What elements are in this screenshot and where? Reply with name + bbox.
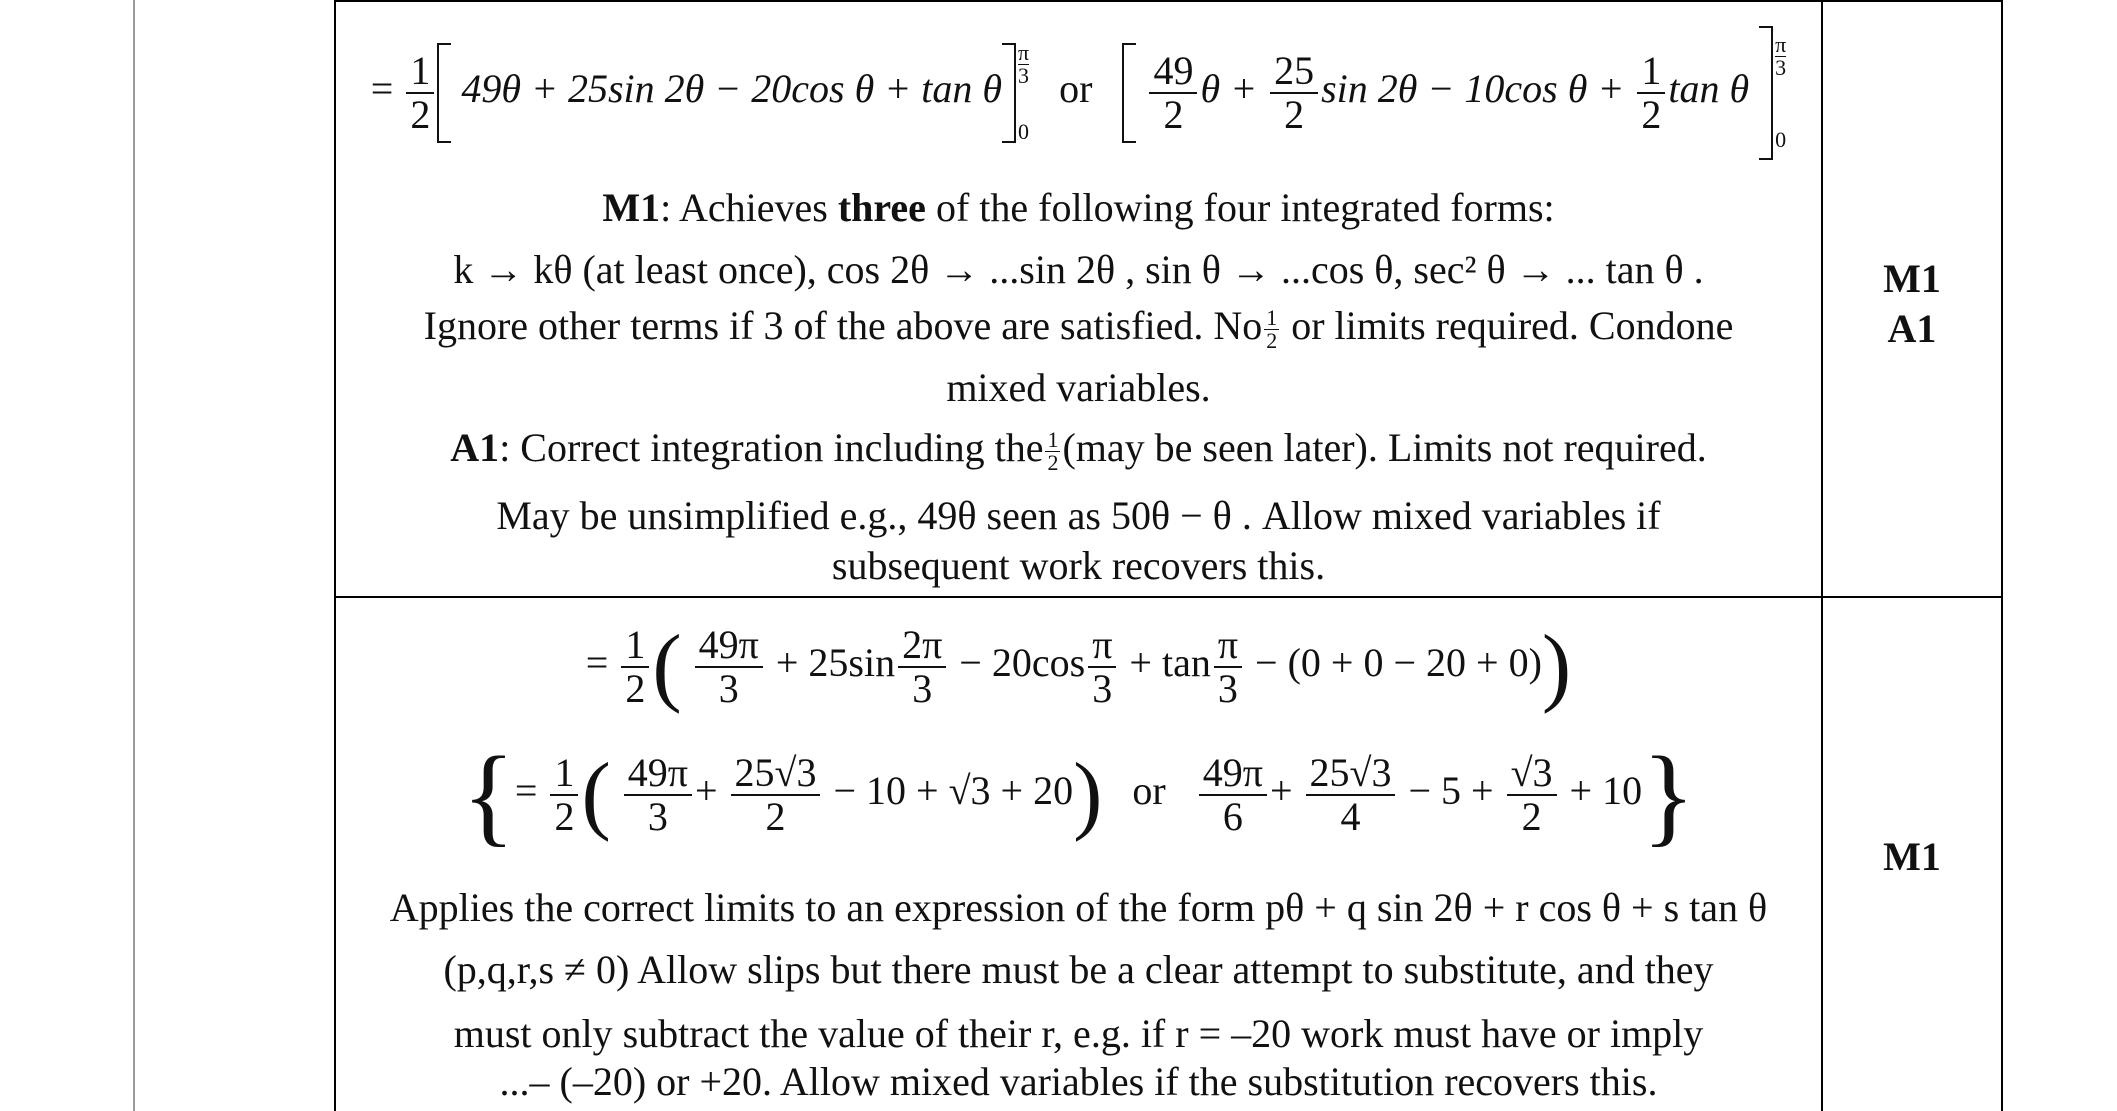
integrated-terms-a: 49θ + 25sin 2θ − 20cos θ + tan θ <box>461 66 1002 111</box>
marks-col-left-border <box>1821 0 1823 1111</box>
integrated-forms-list: k → kθ (at least once), cos 2θ → ...sin 2θ , sin θ → ...cos θ, sec² θ → ... tan θ . <box>453 247 1704 292</box>
or-word: or <box>1059 66 1093 111</box>
half-fraction: $\frac{1}{2}$ <box>406 50 434 136</box>
right-bracket <box>1002 43 1016 143</box>
left-bracket <box>437 43 451 143</box>
a1-criterion: A1: Correct integration including the $\frac{1}{2}$ (may be seen later). Limits not required. <box>450 425 1707 476</box>
left-bracket-b <box>1122 43 1136 143</box>
outer-left-border <box>133 0 135 1111</box>
row1-content <box>336 0 1821 596</box>
mark-a1: A1 <box>1887 306 1937 351</box>
m1-criterion: M1: Achieves three of the following four integrated forms: <box>602 185 1555 230</box>
row2-marks <box>1823 832 2001 882</box>
integrated-expression: = $\frac{1}{2}$ 49θ + 25sin 2θ − 20cos θ + tan θ π 3 0 or $\frac{49}{2}$ θ + $\frac{25}{2}$ sin 2θ − 10cos θ + $\frac{1}{2}$ tan θ π 3 0 <box>336 14 1821 164</box>
row2-content <box>336 598 1821 1111</box>
subtract-note: must only subtract the value of their r, e.g. if r = –20 work must have or imply <box>453 1011 1704 1056</box>
evaluated-line: {= $\frac{1}{2}$ ( $\frac{49\pi}{3}$ + $\frac{25√3}{2}$ − 10 + √3 + 20) or $\frac{49\pi}{6}$ + $\frac{25√3}{4}$ − 5 + $\frac{√3}{2}$ + 10} <box>462 733 1695 856</box>
marks-col-right-border <box>2001 0 2003 1111</box>
ignore-note: Ignore other terms if 3 of the above are satisfied. No $\frac{1}{2}$ or limits required. Condone <box>423 303 1734 354</box>
substitution-line: = $\frac{1}{2}$ ( $\frac{49\pi}{3}$ + 25sin $\frac{2\pi}{3}$ − 20cos $\frac{\pi}{3}$ + tan $\frac{\pi}{3}$ − (0 + 0 − 20 + 0)) <box>585 617 1572 715</box>
unsimplified-note: May be unsimplified e.g., 49θ seen as 50θ − θ . Allow mixed variables if <box>496 493 1661 538</box>
mixed-variables-note: mixed variables. <box>946 365 1211 410</box>
right-bracket-b <box>1759 26 1773 160</box>
recovers-note: subsequent work recovers this. <box>831 543 1326 588</box>
applies-limits-note: Applies the correct limits to an expression of the form pθ + q sin 2θ + r cos θ + s tan θ <box>389 885 1768 930</box>
equals-sign: = <box>370 66 394 111</box>
mark-m1: M1 <box>1883 256 1941 301</box>
limits: π 3 0 <box>1018 40 1030 145</box>
mark-m1-row2: M1 <box>1883 834 1941 879</box>
slips-note: (p,q,r,s ≠ 0) Allow slips but there must be a clear attempt to substitute, and they <box>443 947 1714 992</box>
row1-marks <box>1823 254 2001 354</box>
final-note: ...– (–20) or +20. Allow mixed variables if the substitution recovers this. <box>499 1059 1658 1104</box>
